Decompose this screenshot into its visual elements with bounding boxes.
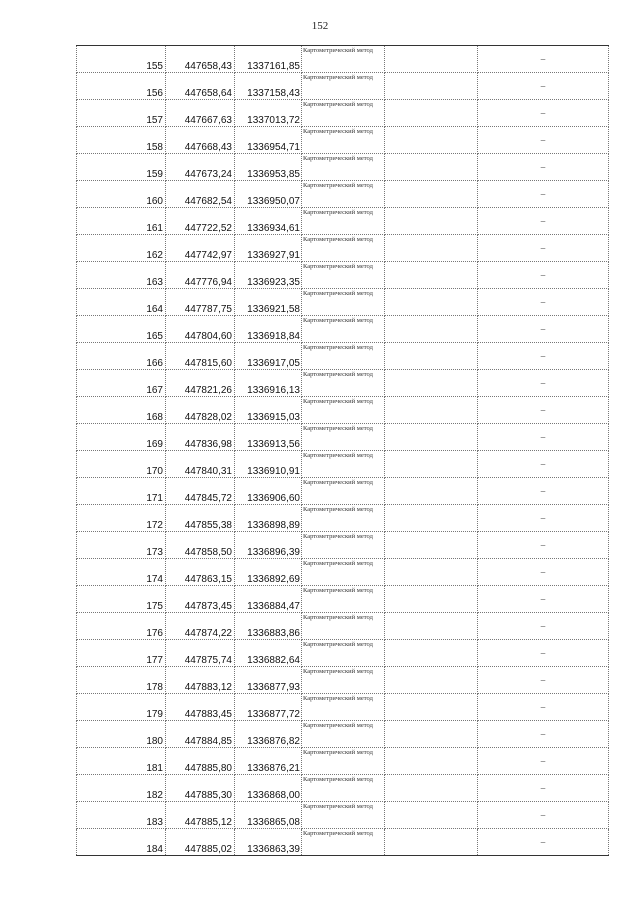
table-row (77, 100, 609, 127)
precision-cell: – (478, 73, 609, 100)
precision-cell: – (478, 613, 609, 640)
method-cell: Картометрический метод (302, 100, 385, 127)
note-cell (385, 478, 478, 505)
note-cell (385, 667, 478, 694)
x-coordinate-cell: 447722,52 (166, 208, 235, 235)
point-number-cell: 172 (77, 505, 166, 532)
x-coordinate-cell: 447858,50 (166, 532, 235, 559)
table-row (77, 208, 609, 235)
x-coordinate-cell: 447873,45 (166, 586, 235, 613)
note-cell (385, 289, 478, 316)
method-cell: Картометрический метод (302, 289, 385, 316)
note-cell (385, 127, 478, 154)
precision-cell: – (478, 775, 609, 802)
note-cell (385, 775, 478, 802)
method-cell: Картометрический метод (302, 235, 385, 262)
y-coordinate-cell: 1336915,03 (235, 397, 302, 424)
precision-cell: – (478, 370, 609, 397)
method-cell: Картометрический метод (302, 181, 385, 208)
y-coordinate-cell: 1336913,56 (235, 424, 302, 451)
x-coordinate-cell: 447885,30 (166, 775, 235, 802)
x-coordinate-cell: 447874,22 (166, 613, 235, 640)
y-coordinate-cell: 1336883,86 (235, 613, 302, 640)
method-cell: Картометрический метод (302, 694, 385, 721)
x-coordinate-cell: 447804,60 (166, 316, 235, 343)
method-cell: Картометрический метод (302, 559, 385, 586)
method-cell: Картометрический метод (302, 613, 385, 640)
point-number-cell: 173 (77, 532, 166, 559)
precision-cell: – (478, 640, 609, 667)
table-row (77, 613, 609, 640)
method-cell: Картометрический метод (302, 505, 385, 532)
precision-cell: – (478, 667, 609, 694)
y-coordinate-cell: 1336916,13 (235, 370, 302, 397)
x-coordinate-cell: 447673,24 (166, 154, 235, 181)
y-coordinate-cell: 1336876,21 (235, 748, 302, 775)
note-cell (385, 181, 478, 208)
y-coordinate-cell: 1337161,85 (235, 46, 302, 73)
point-number-cell: 184 (77, 829, 166, 856)
y-coordinate-cell: 1336898,89 (235, 505, 302, 532)
precision-cell: – (478, 802, 609, 829)
precision-cell: – (478, 478, 609, 505)
x-coordinate-cell: 447885,80 (166, 748, 235, 775)
method-cell: Картометрический метод (302, 424, 385, 451)
method-cell: Картометрический метод (302, 208, 385, 235)
table-row (77, 397, 609, 424)
precision-cell: – (478, 289, 609, 316)
note-cell (385, 613, 478, 640)
point-number-cell: 175 (77, 586, 166, 613)
note-cell (385, 532, 478, 559)
method-cell: Картометрический метод (302, 748, 385, 775)
precision-cell: – (478, 208, 609, 235)
note-cell (385, 73, 478, 100)
x-coordinate-cell: 447863,15 (166, 559, 235, 586)
y-coordinate-cell: 1336910,91 (235, 451, 302, 478)
point-number-cell: 182 (77, 775, 166, 802)
x-coordinate-cell: 447885,02 (166, 829, 235, 856)
point-number-cell: 174 (77, 559, 166, 586)
x-coordinate-cell: 447682,54 (166, 181, 235, 208)
precision-cell: – (478, 451, 609, 478)
method-cell: Картометрический метод (302, 775, 385, 802)
method-cell: Картометрический метод (302, 802, 385, 829)
precision-cell: – (478, 532, 609, 559)
precision-cell: – (478, 748, 609, 775)
method-cell: Картометрический метод (302, 262, 385, 289)
table-row (77, 46, 609, 73)
note-cell (385, 505, 478, 532)
method-cell: Картометрический метод (302, 127, 385, 154)
point-number-cell: 164 (77, 289, 166, 316)
precision-cell: – (478, 262, 609, 289)
y-coordinate-cell: 1336868,00 (235, 775, 302, 802)
note-cell (385, 100, 478, 127)
point-number-cell: 156 (77, 73, 166, 100)
x-coordinate-cell: 447845,72 (166, 478, 235, 505)
x-coordinate-cell: 447840,31 (166, 451, 235, 478)
method-cell: Картометрический метод (302, 397, 385, 424)
y-coordinate-cell: 1336921,58 (235, 289, 302, 316)
precision-cell: – (478, 181, 609, 208)
table-row (77, 370, 609, 397)
method-cell: Картометрический метод (302, 316, 385, 343)
x-coordinate-cell: 447828,02 (166, 397, 235, 424)
point-number-cell: 179 (77, 694, 166, 721)
method-cell: Картометрический метод (302, 73, 385, 100)
table-row (77, 802, 609, 829)
precision-cell: – (478, 721, 609, 748)
note-cell (385, 586, 478, 613)
point-number-cell: 177 (77, 640, 166, 667)
point-number-cell: 165 (77, 316, 166, 343)
method-cell: Картометрический метод (302, 46, 385, 73)
x-coordinate-cell: 447855,38 (166, 505, 235, 532)
y-coordinate-cell: 1336934,61 (235, 208, 302, 235)
x-coordinate-cell: 447821,26 (166, 370, 235, 397)
point-number-cell: 155 (77, 46, 166, 73)
table-row (77, 586, 609, 613)
table-row (77, 289, 609, 316)
x-coordinate-cell: 447885,12 (166, 802, 235, 829)
note-cell (385, 748, 478, 775)
y-coordinate-cell: 1336917,05 (235, 343, 302, 370)
x-coordinate-cell: 447667,63 (166, 100, 235, 127)
point-number-cell: 160 (77, 181, 166, 208)
table-row (77, 127, 609, 154)
y-coordinate-cell: 1336877,72 (235, 694, 302, 721)
coordinates-table (76, 45, 609, 856)
precision-cell: – (478, 235, 609, 262)
point-number-cell: 166 (77, 343, 166, 370)
note-cell (385, 694, 478, 721)
precision-cell: – (478, 829, 609, 856)
method-cell: Картометрический метод (302, 640, 385, 667)
method-cell: Картометрический метод (302, 721, 385, 748)
point-number-cell: 181 (77, 748, 166, 775)
x-coordinate-cell: 447836,98 (166, 424, 235, 451)
x-coordinate-cell: 447815,60 (166, 343, 235, 370)
y-coordinate-cell: 1336923,35 (235, 262, 302, 289)
point-number-cell: 161 (77, 208, 166, 235)
y-coordinate-cell: 1336882,64 (235, 640, 302, 667)
x-coordinate-cell: 447742,97 (166, 235, 235, 262)
point-number-cell: 180 (77, 721, 166, 748)
x-coordinate-cell: 447776,94 (166, 262, 235, 289)
x-coordinate-cell: 447658,43 (166, 46, 235, 73)
point-number-cell: 158 (77, 127, 166, 154)
y-coordinate-cell: 1336954,71 (235, 127, 302, 154)
precision-cell: – (478, 343, 609, 370)
note-cell (385, 370, 478, 397)
point-number-cell: 170 (77, 451, 166, 478)
precision-cell: – (478, 316, 609, 343)
point-number-cell: 159 (77, 154, 166, 181)
method-cell: Картометрический метод (302, 478, 385, 505)
table-row (77, 451, 609, 478)
x-coordinate-cell: 447668,43 (166, 127, 235, 154)
precision-cell: – (478, 397, 609, 424)
y-coordinate-cell: 1336877,93 (235, 667, 302, 694)
note-cell (385, 208, 478, 235)
table-row (77, 829, 609, 856)
x-coordinate-cell: 447883,45 (166, 694, 235, 721)
table-row (77, 532, 609, 559)
x-coordinate-cell: 447658,64 (166, 73, 235, 100)
y-coordinate-cell: 1336906,60 (235, 478, 302, 505)
y-coordinate-cell: 1336953,85 (235, 154, 302, 181)
note-cell (385, 829, 478, 856)
x-coordinate-cell: 447787,75 (166, 289, 235, 316)
table-row (77, 775, 609, 802)
method-cell: Картометрический метод (302, 370, 385, 397)
table-row (77, 73, 609, 100)
method-cell: Картометрический метод (302, 667, 385, 694)
note-cell (385, 316, 478, 343)
note-cell (385, 154, 478, 181)
table-row (77, 748, 609, 775)
table-row (77, 640, 609, 667)
y-coordinate-cell: 1336892,69 (235, 559, 302, 586)
precision-cell: – (478, 694, 609, 721)
precision-cell: – (478, 424, 609, 451)
note-cell (385, 640, 478, 667)
method-cell: Картометрический метод (302, 451, 385, 478)
point-number-cell: 178 (77, 667, 166, 694)
coordinates-table-body (77, 46, 609, 856)
y-coordinate-cell: 1337158,43 (235, 73, 302, 100)
y-coordinate-cell: 1336865,08 (235, 802, 302, 829)
table-row (77, 154, 609, 181)
precision-cell: – (478, 127, 609, 154)
method-cell: Картометрический метод (302, 586, 385, 613)
precision-cell: – (478, 505, 609, 532)
precision-cell: – (478, 100, 609, 127)
note-cell (385, 802, 478, 829)
x-coordinate-cell: 447875,74 (166, 640, 235, 667)
point-number-cell: 169 (77, 424, 166, 451)
point-number-cell: 171 (77, 478, 166, 505)
precision-cell: – (478, 154, 609, 181)
method-cell: Картометрический метод (302, 532, 385, 559)
y-coordinate-cell: 1336896,39 (235, 532, 302, 559)
table-row (77, 262, 609, 289)
point-number-cell: 168 (77, 397, 166, 424)
method-cell: Картометрический метод (302, 154, 385, 181)
y-coordinate-cell: 1337013,72 (235, 100, 302, 127)
y-coordinate-cell: 1336927,91 (235, 235, 302, 262)
x-coordinate-cell: 447884,85 (166, 721, 235, 748)
precision-cell: – (478, 559, 609, 586)
note-cell (385, 46, 478, 73)
note-cell (385, 235, 478, 262)
note-cell (385, 397, 478, 424)
x-coordinate-cell: 447883,12 (166, 667, 235, 694)
point-number-cell: 163 (77, 262, 166, 289)
y-coordinate-cell: 1336918,84 (235, 316, 302, 343)
point-number-cell: 167 (77, 370, 166, 397)
table-row (77, 667, 609, 694)
note-cell (385, 559, 478, 586)
table-row (77, 721, 609, 748)
note-cell (385, 451, 478, 478)
table-row (77, 424, 609, 451)
table-row (77, 505, 609, 532)
table-row (77, 235, 609, 262)
note-cell (385, 343, 478, 370)
precision-cell: – (478, 46, 609, 73)
point-number-cell: 162 (77, 235, 166, 262)
note-cell (385, 721, 478, 748)
y-coordinate-cell: 1336950,07 (235, 181, 302, 208)
note-cell (385, 262, 478, 289)
y-coordinate-cell: 1336876,82 (235, 721, 302, 748)
precision-cell: – (478, 586, 609, 613)
point-number-cell: 157 (77, 100, 166, 127)
table-row (77, 694, 609, 721)
point-number-cell: 176 (77, 613, 166, 640)
note-cell (385, 424, 478, 451)
table-row (77, 343, 609, 370)
table-row (77, 316, 609, 343)
y-coordinate-cell: 1336863,39 (235, 829, 302, 856)
page-number: 152 (311, 20, 329, 32)
method-cell: Картометрический метод (302, 343, 385, 370)
table-row (77, 181, 609, 208)
point-number-cell: 183 (77, 802, 166, 829)
method-cell: Картометрический метод (302, 829, 385, 856)
y-coordinate-cell: 1336884,47 (235, 586, 302, 613)
table-row (77, 478, 609, 505)
table-row (77, 559, 609, 586)
